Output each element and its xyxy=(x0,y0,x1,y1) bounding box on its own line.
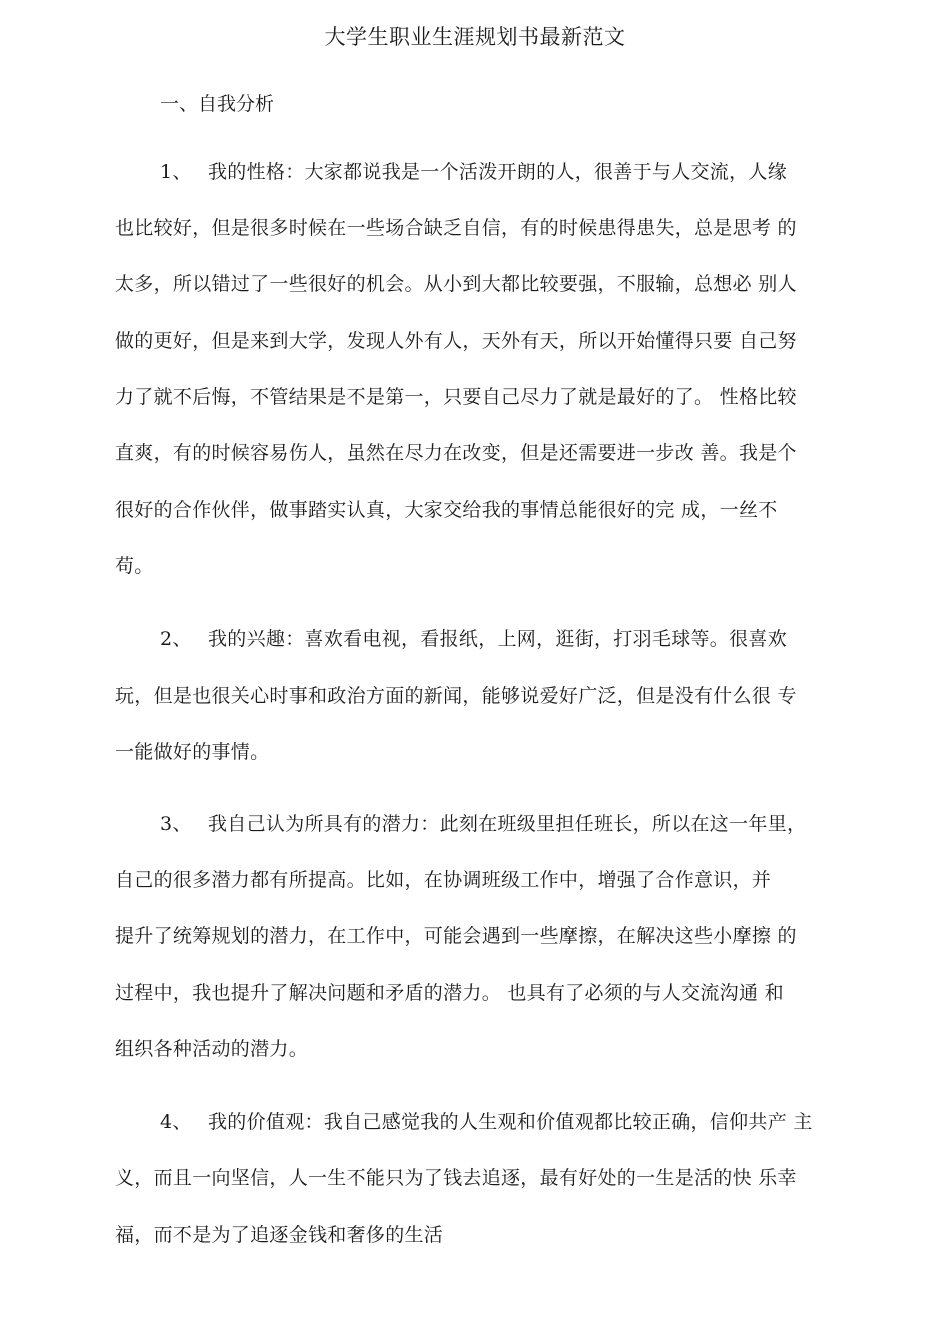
paragraph-number: 4、 xyxy=(160,1111,192,1133)
paragraph-line: 玩，但是也很关心时事和政治方面的新闻，能够说爱好广泛，但是没有什么很 专 xyxy=(115,685,797,707)
paragraph-line: 力了就不后悔，不管结果是不是第一，只要自己尽力了就是最好的了。 性格比较 xyxy=(115,386,797,408)
paragraph-line: 福，而不是为了追逐金钱和奢侈的生活 xyxy=(115,1224,444,1246)
paragraph-number: 3、 xyxy=(160,813,192,835)
paragraph-text: 我的兴趣：喜欢看电视，看报纸，上网，逛街，打羽毛球等。很喜欢 xyxy=(208,628,788,650)
paragraph-line: 过程中，我也提升了解决问题和矛盾的潜力。 也具有了必须的与人交流沟通 和 xyxy=(115,982,784,1004)
paragraph-line: 义，而且一向坚信，人一生不能只为了钱去追逐，最有好处的一生是活的快 乐幸 xyxy=(115,1167,797,1189)
paragraph-1-first-line xyxy=(160,158,787,186)
paragraph-3-first-line xyxy=(160,810,806,838)
paragraph-line: 组织各种活动的潜力。 xyxy=(115,1038,309,1060)
paragraph-line: 做的更好，但是来到大学，发现人外有人，天外有天，所以开始懂得只要 自己努 xyxy=(115,330,797,352)
section-heading: 一、自我分析 xyxy=(160,93,275,115)
paragraph-line: 自己的很多潜力都有所提高。比如，在协调班级工作中，增强了合作意识，并 xyxy=(115,869,772,891)
paragraph-line: 一能做好的事情。 xyxy=(115,741,270,763)
paragraph-text: 我的性格：大家都说我是一个活泼开朗的人，很善于与人交流，人缘 xyxy=(208,161,788,183)
paragraph-line: 苟。 xyxy=(115,555,154,577)
paragraph-text: 我的价值观：我自己感觉我的人生观和价值观都比较正确，信仰共产 主 xyxy=(208,1111,813,1133)
paragraph-4-first-line xyxy=(160,1108,813,1136)
paragraph-line: 提升了统筹规划的潜力，在工作中，可能会遇到一些摩擦，在解决这些小摩擦 的 xyxy=(115,925,797,947)
paragraph-line: 直爽，有的时候容易伤人，虽然在尽力在改变，但是还需要进一步改 善。我是个 xyxy=(115,442,797,464)
document-title: 大学生职业生涯规划书最新范文 xyxy=(324,25,626,49)
paragraph-2-first-line xyxy=(160,625,787,653)
paragraph-line: 很好的合作伙伴，做事踏实认真，大家交给我的事情总能很好的完 成，一丝不 xyxy=(115,499,778,521)
paragraph-line: 也比较好，但是很多时候在一些场合缺乏自信，有的时候患得患失，总是思考 的 xyxy=(115,217,797,239)
paragraph-number: 1、 xyxy=(160,161,192,183)
paragraph-line: 太多，所以错过了一些很好的机会。从小到大都比较要强，不服输，总想必 别人 xyxy=(115,273,797,295)
paragraph-number: 2、 xyxy=(160,628,192,650)
paragraph-text: 我自己认为所具有的潜力：此刻在班级里担任班长，所以在这一年里， xyxy=(208,813,807,835)
